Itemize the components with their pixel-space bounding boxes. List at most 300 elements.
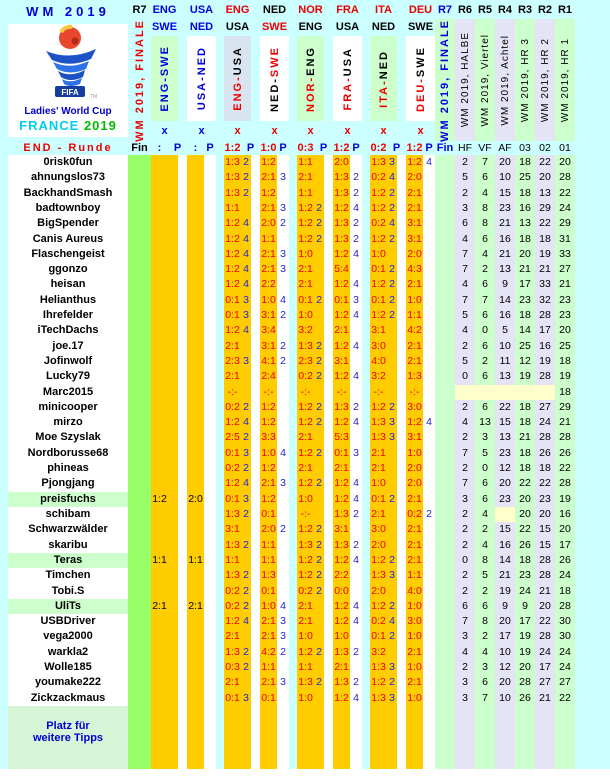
round-fin-cell xyxy=(435,675,455,690)
left-margin xyxy=(0,354,8,369)
prediction-cell: 1:2 xyxy=(333,277,350,292)
round-total-cell: 20 xyxy=(495,155,515,170)
match-x-mark: x xyxy=(344,125,351,137)
round-fin-cell xyxy=(435,354,455,369)
end-row-result: : xyxy=(157,142,162,154)
match-away-team: SWE xyxy=(151,21,178,33)
group-separator xyxy=(289,385,297,400)
round-total-cell: 2 xyxy=(455,155,475,170)
round-total-cell: 2 xyxy=(455,507,475,522)
points-cell: 2 xyxy=(241,599,251,614)
group-separator xyxy=(216,706,224,769)
gap-cell xyxy=(397,522,406,537)
final-result-cell xyxy=(128,247,151,262)
round-total-cell: 15 xyxy=(495,522,515,537)
prediction-cell: 3:1 xyxy=(406,216,423,231)
points-cell xyxy=(277,385,289,400)
round-total-cell: 3 xyxy=(455,629,475,644)
final-result-cell xyxy=(128,507,151,522)
round-total-cell: 14 xyxy=(515,323,535,338)
group-separator xyxy=(289,308,297,323)
round-total-cell: 17 xyxy=(515,277,535,292)
prediction-cell: 4:2 xyxy=(406,323,423,338)
points-cell: 2 xyxy=(387,277,397,292)
points-cell xyxy=(350,323,362,338)
tip-cell: 2:1 xyxy=(187,599,204,614)
points-cell: 4 xyxy=(350,339,362,354)
player-name: USBDriver xyxy=(8,614,128,629)
group-separator xyxy=(362,400,370,415)
gap-cell xyxy=(251,430,260,445)
points-cell xyxy=(387,706,397,769)
player-row xyxy=(0,691,610,706)
points-cell xyxy=(204,323,216,338)
prediction-cell: 3:1 xyxy=(224,522,241,537)
points-cell xyxy=(168,400,178,415)
match-label-segment: USA xyxy=(231,46,244,76)
points-cell: 4 xyxy=(350,553,362,568)
tip-cell xyxy=(187,232,204,247)
round-fin-cell xyxy=(435,293,455,308)
round-total-cell: 16 xyxy=(495,232,515,247)
prediction-cell: 2:1 xyxy=(370,446,387,461)
points-cell xyxy=(423,599,435,614)
player-row xyxy=(0,461,610,476)
prediction-cell: 2:0 xyxy=(260,216,277,231)
round-total-cell: 20 xyxy=(515,507,535,522)
gap-cell xyxy=(324,599,333,614)
prediction-cell: 1:0 xyxy=(370,247,387,262)
prediction-cell: 1:1 xyxy=(297,155,314,170)
gap-cell xyxy=(324,262,333,277)
round-total-cell: 27 xyxy=(555,675,575,690)
gap-cell xyxy=(178,691,187,706)
match-label-segment: NED- xyxy=(268,76,281,112)
tip-cell xyxy=(151,216,168,231)
match-strip xyxy=(187,36,216,121)
round-total-cell: 18 xyxy=(515,400,535,415)
points-cell xyxy=(204,599,216,614)
points-cell xyxy=(423,476,435,491)
tip-cell xyxy=(151,706,168,769)
left-margin xyxy=(0,339,8,354)
round-total-cell: 28 xyxy=(535,568,555,583)
points-cell xyxy=(204,522,216,537)
round-total-cell: 5 xyxy=(455,308,475,323)
points-cell xyxy=(204,186,216,201)
round-fin-cell xyxy=(435,155,455,170)
prediction-cell: 1:2 xyxy=(297,232,314,247)
right-margin xyxy=(575,645,610,660)
points-cell: 2 xyxy=(314,553,324,568)
prediction-cell: 5:3 xyxy=(333,430,350,445)
round-total-cell: 22 xyxy=(515,522,535,537)
round-total-cell: 26 xyxy=(535,446,555,461)
tip-cell xyxy=(151,170,168,185)
match-label-segment: ENG- xyxy=(231,75,244,111)
gap-cell xyxy=(324,293,333,308)
round-total-cell: 26 xyxy=(555,553,575,568)
gap-cell xyxy=(251,553,260,568)
points-cell xyxy=(350,660,362,675)
prediction-cell: 1:3 xyxy=(333,675,350,690)
gap-cell xyxy=(397,599,406,614)
points-cell: 2 xyxy=(314,568,324,583)
round-total-cell: 18 xyxy=(515,155,535,170)
prediction-cell: 1:2 xyxy=(297,568,314,583)
right-margin xyxy=(575,293,610,308)
round-total-cell: 23 xyxy=(495,201,515,216)
prediction-cell: 0:2 xyxy=(224,599,241,614)
tip-cell xyxy=(151,415,168,430)
prediction-cell: 0:2 xyxy=(370,216,387,231)
round-total-cell: 20 xyxy=(535,170,555,185)
match-away-team: ENG xyxy=(298,21,323,33)
match-label-segment: SWE xyxy=(414,45,427,77)
round-total-cell: 22 xyxy=(555,461,575,476)
round-total-cell: 13 xyxy=(495,369,515,384)
player-row xyxy=(0,262,610,277)
prediction-cell: 1:2 xyxy=(260,492,277,507)
prediction-cell: 2:1 xyxy=(370,461,387,476)
group-separator xyxy=(362,568,370,583)
match-home-team: ENG xyxy=(152,4,177,16)
round-total-cell: 3 xyxy=(455,201,475,216)
prediction-cell xyxy=(406,706,423,769)
round-total-cell: 15 xyxy=(495,186,515,201)
round-total-cell: 9 xyxy=(495,277,515,292)
left-margin xyxy=(0,553,8,568)
round-total-cell: 21 xyxy=(535,262,555,277)
points-cell xyxy=(204,415,216,430)
prediction-cell: 2:3 xyxy=(224,354,241,369)
prediction-cell: 1:0 xyxy=(406,599,423,614)
points-cell xyxy=(168,385,178,400)
gap-cell xyxy=(397,339,406,354)
gap-cell xyxy=(324,553,333,568)
points-cell: 4 xyxy=(241,262,251,277)
gap-cell xyxy=(397,247,406,262)
prediction-cell: 2:1 xyxy=(370,507,387,522)
points-cell xyxy=(314,599,324,614)
player-row xyxy=(0,522,610,537)
points-cell xyxy=(204,170,216,185)
final-result-cell xyxy=(128,277,151,292)
points-cell xyxy=(277,155,289,170)
tip-cell: 1:2 xyxy=(151,492,168,507)
round-total-cell: 20 xyxy=(555,155,575,170)
round-total-cell: 21 xyxy=(495,568,515,583)
points-cell xyxy=(314,247,324,262)
round-total-cell: 28 xyxy=(555,599,575,614)
round-fin-cell xyxy=(435,262,455,277)
prediction-cell: 1:3 xyxy=(333,186,350,201)
right-margin xyxy=(575,232,610,247)
points-cell xyxy=(350,568,362,583)
points-cell: 4 xyxy=(387,216,397,231)
points-cell xyxy=(423,201,435,216)
gap-cell xyxy=(324,216,333,231)
round-total-cell: 5 xyxy=(455,170,475,185)
round-total-cell: 14 xyxy=(495,293,515,308)
round-fin-cell xyxy=(435,339,455,354)
points-cell xyxy=(314,492,324,507)
end-row-p-label: P xyxy=(173,142,182,154)
prediction-cell: 0:1 xyxy=(224,308,241,323)
match-x-mark: x xyxy=(234,125,241,137)
round-col-label: HF xyxy=(458,142,472,154)
prediction-cell: 2:1 xyxy=(224,629,241,644)
prediction-cell: 1:2 xyxy=(333,369,350,384)
points-cell xyxy=(277,186,289,201)
group-separator xyxy=(362,277,370,292)
gap-cell xyxy=(178,247,187,262)
match-label-segment: SWE xyxy=(268,45,281,77)
gap-cell xyxy=(251,262,260,277)
tip-cell xyxy=(187,584,204,599)
prediction-cell: 2:0 xyxy=(406,247,423,262)
round-total-cell: 5 xyxy=(475,568,495,583)
left-margin xyxy=(0,155,8,170)
prediction-cell: 2:1 xyxy=(260,262,277,277)
prediction-cell: 1:3 xyxy=(333,538,350,553)
player-name: Canis Aureus xyxy=(8,232,128,247)
round-total-cell: 2 xyxy=(455,339,475,354)
points-cell: 3 xyxy=(241,308,251,323)
player-row xyxy=(0,614,610,629)
prediction-cell: 1:2 xyxy=(370,277,387,292)
points-cell xyxy=(204,691,216,706)
points-cell xyxy=(314,430,324,445)
prediction-cell: 3:1 xyxy=(370,323,387,338)
points-cell xyxy=(204,538,216,553)
round-code: R2 xyxy=(537,4,553,16)
prediction-cell: 1:3 xyxy=(370,415,387,430)
round-total-cell: 15 xyxy=(535,538,555,553)
points-cell xyxy=(423,645,435,660)
gap-cell xyxy=(324,170,333,185)
gap-cell xyxy=(251,385,260,400)
prediction-cell: 0:1 xyxy=(370,492,387,507)
group-separator xyxy=(216,323,224,338)
group-separator xyxy=(216,232,224,247)
gap-cell xyxy=(324,323,333,338)
points-cell xyxy=(314,629,324,644)
points-cell xyxy=(241,675,251,690)
gap-cell xyxy=(178,629,187,644)
right-margin xyxy=(575,660,610,675)
group-separator xyxy=(216,476,224,491)
group-separator xyxy=(289,400,297,415)
left-margin xyxy=(0,522,8,537)
tip-cell xyxy=(187,461,204,476)
tip-cell xyxy=(187,446,204,461)
prediction-cell: 3:4 xyxy=(260,323,277,338)
gap-cell xyxy=(324,232,333,247)
prediction-cell: 1:2 xyxy=(333,308,350,323)
round-total-cell: 30 xyxy=(555,629,575,644)
points-cell: 2 xyxy=(387,629,397,644)
tip-cell xyxy=(151,247,168,262)
prediction-cell: 4:2 xyxy=(260,645,277,660)
prediction-cell: 1:3 xyxy=(224,538,241,553)
round-fin-cell xyxy=(435,201,455,216)
gap-cell xyxy=(251,170,260,185)
round-total-cell: 2 xyxy=(455,186,475,201)
round-total-cell: 25 xyxy=(515,170,535,185)
left-margin xyxy=(0,430,8,445)
player-row xyxy=(0,584,610,599)
round-total-cell: 18 xyxy=(515,186,535,201)
tip-cell xyxy=(187,339,204,354)
group-separator xyxy=(216,216,224,231)
prediction-cell: 1:2 xyxy=(370,553,387,568)
tip-cell xyxy=(151,461,168,476)
player-row xyxy=(0,277,610,292)
group-separator xyxy=(216,691,224,706)
prediction-cell: 1:3 xyxy=(333,232,350,247)
final-result-cell xyxy=(128,415,151,430)
points-cell xyxy=(204,277,216,292)
points-cell: 4 xyxy=(387,170,397,185)
right-margin xyxy=(575,584,610,599)
prediction-cell: 2:0 xyxy=(406,476,423,491)
points-cell xyxy=(204,568,216,583)
round-code: R5 xyxy=(477,4,493,16)
points-cell xyxy=(350,430,362,445)
final-result-cell xyxy=(128,538,151,553)
prediction-cell: 1:2 xyxy=(333,476,350,491)
points-cell: 2 xyxy=(314,400,324,415)
gap-cell xyxy=(251,232,260,247)
prediction-cell: 2:1 xyxy=(406,354,423,369)
gap-cell xyxy=(397,323,406,338)
points-cell xyxy=(168,614,178,629)
gap-cell xyxy=(324,415,333,430)
player-row xyxy=(0,186,610,201)
group-separator xyxy=(362,645,370,660)
points-cell xyxy=(423,492,435,507)
right-margin xyxy=(575,323,610,338)
group-separator xyxy=(289,323,297,338)
round-total-cell: 24 xyxy=(535,415,555,430)
prediction-cell: 2:1 xyxy=(406,645,423,660)
gap-cell xyxy=(178,369,187,384)
round-total-cell: 13 xyxy=(535,186,555,201)
gap-cell xyxy=(178,155,187,170)
points-cell xyxy=(204,232,216,247)
gap-cell xyxy=(178,614,187,629)
points-cell: 2 xyxy=(314,415,324,430)
points-cell xyxy=(168,645,178,660)
round-fin-cell xyxy=(435,461,455,476)
gap-cell xyxy=(397,614,406,629)
round-total-cell: 29 xyxy=(535,201,555,216)
points-cell: 4 xyxy=(350,277,362,292)
left-margin xyxy=(0,476,8,491)
points-cell: 4 xyxy=(350,492,362,507)
points-cell xyxy=(423,186,435,201)
group-separator xyxy=(362,247,370,262)
points-cell xyxy=(314,323,324,338)
prediction-cell: 1:3 xyxy=(333,216,350,231)
gap-cell xyxy=(178,568,187,583)
prediction-cell: 2:4 xyxy=(260,369,277,384)
points-cell xyxy=(168,691,178,706)
points-cell xyxy=(387,339,397,354)
round-fin-cell xyxy=(435,629,455,644)
round-total-cell: 22 xyxy=(515,476,535,491)
round-total-cell: 21 xyxy=(555,277,575,292)
points-cell: 3 xyxy=(277,201,289,216)
points-cell xyxy=(204,155,216,170)
round-total-cell: 19 xyxy=(495,584,515,599)
round-total-cell: 15 xyxy=(535,522,555,537)
points-cell xyxy=(423,339,435,354)
gap-cell xyxy=(324,247,333,262)
round-fin-cell xyxy=(435,553,455,568)
group-separator xyxy=(362,186,370,201)
points-cell: 2 xyxy=(387,675,397,690)
round-total-cell xyxy=(495,385,515,400)
group-separator xyxy=(362,385,370,400)
points-cell xyxy=(387,446,397,461)
tip-cell xyxy=(187,262,204,277)
points-cell xyxy=(241,385,251,400)
final-result-cell xyxy=(128,446,151,461)
points-cell xyxy=(277,706,289,769)
points-cell: 2 xyxy=(314,584,324,599)
match-home-team: ITA xyxy=(375,4,392,16)
round-total-cell: 24 xyxy=(535,645,555,660)
prediction-cell: 1:2 xyxy=(297,553,314,568)
prediction-cell: 1:0 xyxy=(260,599,277,614)
points-cell xyxy=(350,354,362,369)
points-cell xyxy=(423,660,435,675)
gap-cell xyxy=(251,155,260,170)
player-row xyxy=(0,599,610,614)
prediction-cell: 1:2 xyxy=(406,155,423,170)
points-cell: 2 xyxy=(387,262,397,277)
round-vertical-label: WM 2019, HR 3 xyxy=(519,37,531,123)
gap-cell xyxy=(324,308,333,323)
points-cell: 4 xyxy=(277,446,289,461)
final-result-cell xyxy=(128,599,151,614)
prediction-cell: 1:3 xyxy=(370,430,387,445)
round-total-cell: 22 xyxy=(495,400,515,415)
right-margin xyxy=(575,277,610,292)
round-total-cell: 20 xyxy=(515,660,535,675)
prediction-cell: 2:1 xyxy=(297,430,314,445)
prediction-cell: 1:3 xyxy=(224,170,241,185)
prediction-cell: 2:1 xyxy=(224,339,241,354)
prediction-cell: 3:2 xyxy=(370,645,387,660)
right-margin xyxy=(575,522,610,537)
prediction-cell: 2:1 xyxy=(260,614,277,629)
points-cell xyxy=(350,461,362,476)
prediction-cell: 2:3 xyxy=(297,354,314,369)
left-margin xyxy=(0,293,8,308)
prediction-cell: 0:2 xyxy=(224,400,241,415)
tip-cell xyxy=(151,339,168,354)
points-cell xyxy=(314,170,324,185)
tip-cell xyxy=(151,629,168,644)
match-strip xyxy=(224,36,251,121)
prediction-cell: 2:1 xyxy=(260,247,277,262)
tip-cell xyxy=(187,323,204,338)
group-separator xyxy=(362,584,370,599)
points-cell xyxy=(387,522,397,537)
